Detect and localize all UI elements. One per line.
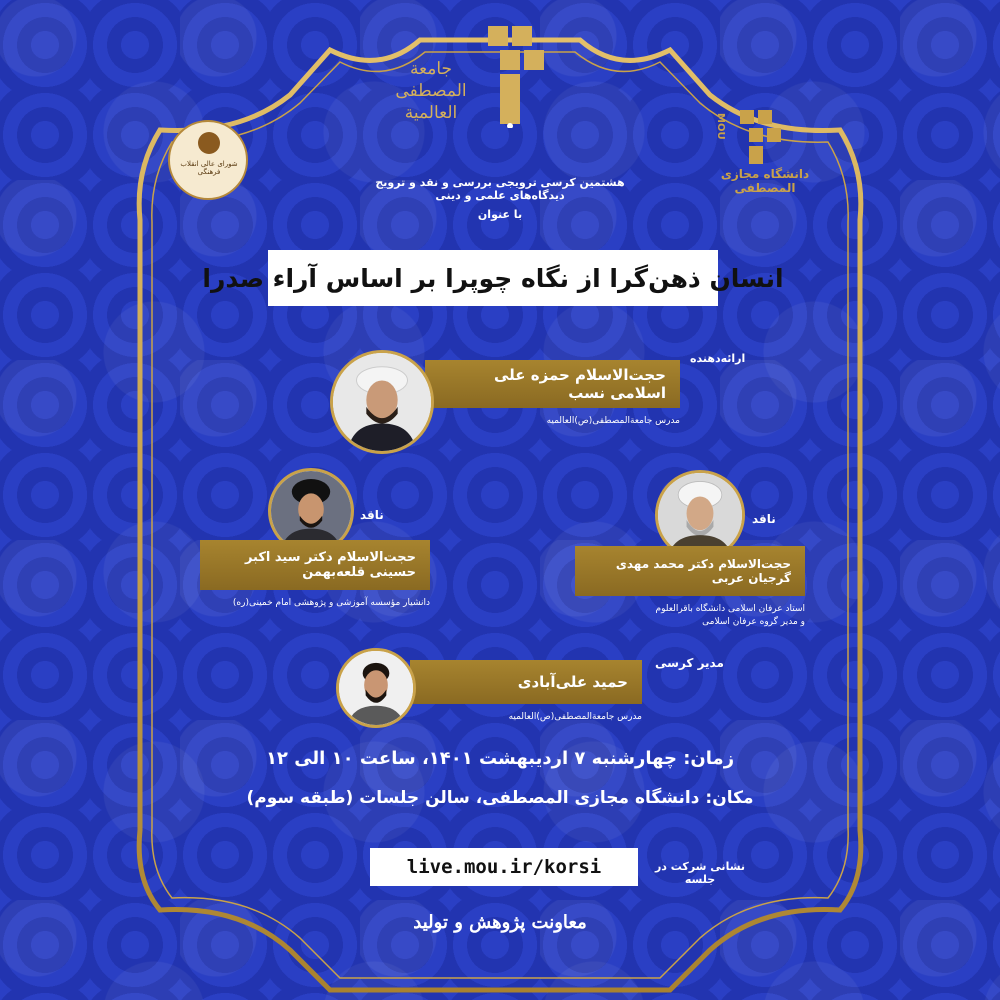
event-time: زمان: چهارشنبه ۷ اردیبهشت ۱۴۰۱، ساعت ۱۰ الی ۱۲: [265, 748, 735, 769]
link-url[interactable]: live.mou.ir/korsi: [406, 856, 602, 878]
mou-logo: [695, 105, 835, 195]
critic-left-name-box: [200, 540, 430, 590]
person-avatar-icon: [339, 651, 413, 725]
mou-abbr: MOU: [715, 113, 726, 140]
critic-right-role: ناقد: [752, 512, 776, 526]
link-label: نشانی شرکت در جلسه: [654, 860, 746, 886]
mustafa-logo-text: جامعة المصطفى العالمية: [395, 59, 467, 123]
critic-left-affiliation: دانشیار مؤسسه آموزشی و پژوهشی امام خمینی(ره): [232, 598, 430, 608]
critic-left-name: حجت‌الاسلام دکتر سید اکبر حسینی قلعه‌بهمن: [244, 550, 416, 580]
title-banner: [202, 250, 784, 306]
presenter-name-box: [425, 360, 680, 408]
mustafa-emblem-icon: [480, 18, 550, 128]
person-avatar-icon: [271, 471, 351, 551]
seal-text: شورای عالی انقلاب فرهنگی: [180, 160, 238, 176]
moderator-name: حمید علی‌آبادی: [517, 673, 628, 691]
event-title: انسان ذهن‌گرا از نگاه چوپرا بر اساس آراء صدرا: [202, 263, 784, 293]
critic-right-name-box: [575, 546, 805, 596]
critic-right-name: حجت‌الاسلام دکتر محمد مهدی گرجیان عربی: [615, 557, 791, 585]
moderator-affiliation: مدرس جامعة‌المصطفی(ص)العالمیه: [508, 712, 642, 722]
cultural-council-seal: [168, 120, 248, 200]
mou-logo-text: دانشگاه مجازی المصطفی: [720, 167, 810, 195]
moderator-role: مدیر کرسی: [655, 656, 724, 670]
link-box[interactable]: [370, 848, 638, 886]
presenter-name: حجت‌الاسلام حمزه علی اسلامی نسب: [494, 366, 666, 402]
critic-right-affiliation-1: استاد عرفان اسلامی دانشگاه باقرالعلوم: [655, 604, 805, 614]
moderator-name-box: [410, 660, 642, 704]
subtitle: با عنوان: [477, 208, 523, 221]
moderator-photo: [336, 648, 416, 728]
person-avatar-icon: [658, 473, 742, 557]
presenter-photo: [330, 350, 434, 454]
event-place: مکان: دانشگاه مجازی المصطفی، سالن جلسات (طبقه سوم): [246, 788, 754, 808]
mustafa-university-logo: [385, 18, 585, 133]
organizer: معاونت پژوهش و تولید: [413, 912, 587, 933]
mou-emblem-icon: [735, 105, 795, 165]
seal-emblem-icon: [198, 132, 220, 154]
person-avatar-icon: [333, 353, 431, 451]
critic-right-affiliation-2: و مدیر گروه عرفان اسلامی: [702, 617, 805, 627]
critic-left-role: ناقد: [360, 508, 384, 522]
presenter-role: ارائه‌دهنده: [690, 352, 746, 365]
intro-line: هشتمین کرسی ترویجی بررسی و نقد و ترویج دیدگاه‌های علمی و دینی: [375, 176, 625, 202]
presenter-affiliation: مدرس جامعة‌المصطفی(ص)العالمیه: [546, 416, 680, 426]
